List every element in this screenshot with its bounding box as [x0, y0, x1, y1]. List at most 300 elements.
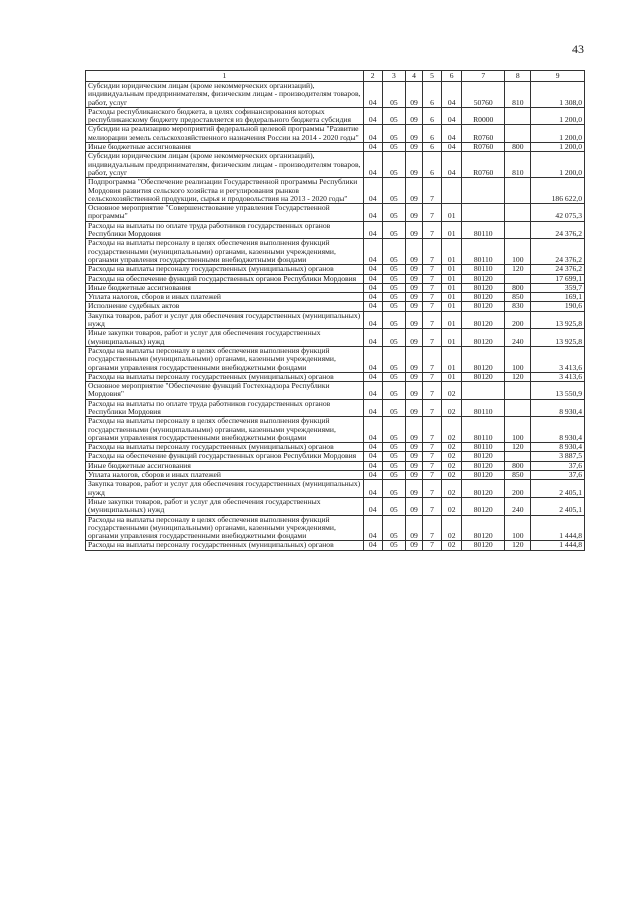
cell-subprogram-code: 7	[422, 515, 442, 541]
cell-activity: 01	[442, 311, 462, 329]
table-row	[86, 293, 585, 302]
cell-direction: 80110	[462, 417, 505, 443]
cell-subprogram-code: 7	[422, 480, 442, 498]
cell-direction: 80120	[462, 283, 505, 292]
column-header: 9	[531, 71, 585, 82]
cell-amount: 3 413,6	[531, 372, 585, 381]
cell-program: 05	[382, 461, 406, 470]
cell-program: 05	[382, 311, 406, 329]
cell-subprogram: 09	[406, 346, 423, 372]
cell-section: 04	[363, 497, 382, 515]
table-row	[86, 239, 585, 265]
table-row	[86, 515, 585, 541]
cell-subprogram-code: 7	[422, 452, 442, 461]
cell-expense-type: 800	[505, 461, 531, 470]
cell-amount: 24 376,2	[531, 221, 585, 239]
column-header: 8	[505, 71, 531, 82]
cell-section: 04	[363, 143, 382, 152]
cell-amount: 24 376,2	[531, 265, 585, 274]
cell-program: 05	[382, 382, 406, 400]
cell-activity: 04	[442, 152, 462, 178]
cell-program: 05	[382, 125, 406, 143]
cell-subprogram: 09	[406, 452, 423, 461]
cell-direction: 50760	[462, 82, 505, 108]
cell-expense-type: 240	[505, 329, 531, 347]
cell-section: 04	[363, 443, 382, 452]
cell-subprogram-code: 7	[422, 329, 442, 347]
cell-subprogram-code: 7	[422, 372, 442, 381]
cell-subprogram: 09	[406, 329, 423, 347]
table-row	[86, 204, 585, 222]
cell-subprogram: 09	[406, 311, 423, 329]
cell-amount: 359,7	[531, 283, 585, 292]
table-row	[86, 399, 585, 417]
table-row	[86, 497, 585, 515]
cell-activity: 01	[442, 283, 462, 292]
cell-amount: 1 444,8	[531, 515, 585, 541]
row-name: Субсидии юридическим лицам (кроме некоммерческих организаций), индивидуальным предпринимателям, физическим лицам - производителям товаров, работ, услуг	[86, 82, 364, 108]
cell-direction: 80120	[462, 471, 505, 480]
cell-direction: R0760	[462, 125, 505, 143]
table-row	[86, 382, 585, 400]
row-name: Расходы на выплаты персоналу в целях обеспечения выполнения функций государственными (муниципальными) органами, казенными учреждениями, органами управления государственными внебюджетными фондами	[86, 239, 364, 265]
cell-subprogram: 09	[406, 152, 423, 178]
table-row	[86, 480, 585, 498]
row-name: Исполнение судебных актов	[86, 302, 364, 311]
cell-activity: 02	[442, 417, 462, 443]
cell-section: 04	[363, 311, 382, 329]
table-row	[86, 443, 585, 452]
cell-subprogram-code: 6	[422, 82, 442, 108]
table-row	[86, 265, 585, 274]
cell-amount: 13 550,9	[531, 382, 585, 400]
row-name: Расходы на обеспечение функций государственных органов Республики Мордовия	[86, 452, 364, 461]
row-name: Расходы на выплаты персоналу в целях обеспечения выполнения функций государственными (муниципальными) органами, казенными учреждениями, органами управления государственными внебюджетными фондами	[86, 417, 364, 443]
row-name: Уплата налогов, сборов и иных платежей	[86, 293, 364, 302]
cell-activity: 01	[442, 239, 462, 265]
cell-activity: 01	[442, 329, 462, 347]
cell-expense-type	[505, 452, 531, 461]
cell-program: 05	[382, 82, 406, 108]
cell-activity	[442, 178, 462, 204]
cell-program: 05	[382, 204, 406, 222]
cell-subprogram-code: 6	[422, 107, 442, 125]
cell-section: 04	[363, 125, 382, 143]
cell-subprogram: 09	[406, 480, 423, 498]
row-name: Расходы на выплаты по оплате труда работников государственных органов Республики Мордовия	[86, 399, 364, 417]
cell-expense-type	[505, 274, 531, 283]
cell-direction: R0760	[462, 143, 505, 152]
cell-subprogram-code: 6	[422, 152, 442, 178]
cell-subprogram: 09	[406, 283, 423, 292]
cell-direction: 80110	[462, 265, 505, 274]
cell-expense-type: 200	[505, 480, 531, 498]
column-header: 2	[363, 71, 382, 82]
cell-section: 04	[363, 541, 382, 550]
cell-activity: 02	[442, 497, 462, 515]
cell-subprogram: 09	[406, 461, 423, 470]
row-name: Расходы на выплаты персоналу государственных (муниципальных) органов	[86, 541, 364, 550]
cell-amount: 37,6	[531, 471, 585, 480]
cell-subprogram-code: 7	[422, 274, 442, 283]
cell-direction: 80120	[462, 311, 505, 329]
cell-expense-type: 120	[505, 541, 531, 550]
cell-section: 04	[363, 265, 382, 274]
cell-section: 04	[363, 417, 382, 443]
cell-activity: 02	[442, 382, 462, 400]
row-name: Расходы республиканского бюджета, в целях софинансирования которых республиканскому бюджету предоставляется из федерального бюджета субсидия	[86, 107, 364, 125]
cell-subprogram-code: 7	[422, 293, 442, 302]
cell-direction	[462, 204, 505, 222]
cell-expense-type	[505, 399, 531, 417]
cell-subprogram-code: 7	[422, 265, 442, 274]
cell-expense-type: 100	[505, 515, 531, 541]
cell-subprogram: 09	[406, 274, 423, 283]
column-header: 4	[406, 71, 423, 82]
cell-subprogram: 09	[406, 417, 423, 443]
cell-amount: 2 405,1	[531, 497, 585, 515]
cell-subprogram: 09	[406, 125, 423, 143]
column-header: 3	[382, 71, 406, 82]
row-name: Расходы на выплаты персоналу в целях обеспечения выполнения функций государственными (муниципальными) органами, казенными учреждениями, органами управления государственными внебюджетными фондами	[86, 515, 364, 541]
table-row	[86, 125, 585, 143]
cell-expense-type	[505, 125, 531, 143]
cell-program: 05	[382, 239, 406, 265]
cell-activity: 02	[442, 399, 462, 417]
cell-activity: 04	[442, 125, 462, 143]
cell-direction: 80120	[462, 293, 505, 302]
cell-activity: 01	[442, 346, 462, 372]
cell-amount: 24 376,2	[531, 239, 585, 265]
cell-section: 04	[363, 293, 382, 302]
cell-program: 05	[382, 417, 406, 443]
cell-activity: 01	[442, 265, 462, 274]
cell-section: 04	[363, 372, 382, 381]
cell-expense-type	[505, 178, 531, 204]
cell-section: 04	[363, 480, 382, 498]
cell-activity: 02	[442, 541, 462, 550]
cell-subprogram: 09	[406, 382, 423, 400]
cell-expense-type: 120	[505, 443, 531, 452]
cell-subprogram: 09	[406, 541, 423, 550]
cell-direction: 80120	[462, 302, 505, 311]
cell-subprogram: 09	[406, 143, 423, 152]
cell-program: 05	[382, 293, 406, 302]
cell-subprogram: 09	[406, 302, 423, 311]
cell-direction: 80110	[462, 239, 505, 265]
column-header: 6	[442, 71, 462, 82]
cell-amount: 169,1	[531, 293, 585, 302]
cell-expense-type: 810	[505, 82, 531, 108]
row-name: Иные бюджетные ассигнования	[86, 461, 364, 470]
row-name: Расходы на выплаты персоналу государственных (муниципальных) органов	[86, 265, 364, 274]
column-header: 1	[86, 71, 364, 82]
cell-expense-type: 850	[505, 293, 531, 302]
cell-subprogram-code: 7	[422, 346, 442, 372]
cell-program: 05	[382, 452, 406, 461]
table-row	[86, 372, 585, 381]
cell-expense-type: 240	[505, 497, 531, 515]
row-name: Субсидии на реализацию мероприятий федеральной целевой программы "Развитие мелиорации земель сельскохозяйственного назначения России на 2014 - 2020 годы"	[86, 125, 364, 143]
table-row	[86, 329, 585, 347]
cell-activity: 04	[442, 107, 462, 125]
table-row	[86, 471, 585, 480]
cell-amount: 8 930,4	[531, 417, 585, 443]
cell-section: 04	[363, 152, 382, 178]
row-name: Расходы на обеспечение функций государственных органов Республики Мордовия	[86, 274, 364, 283]
cell-direction: 80120	[462, 515, 505, 541]
cell-amount: 190,6	[531, 302, 585, 311]
cell-expense-type	[505, 107, 531, 125]
cell-direction: R0760	[462, 152, 505, 178]
cell-subprogram-code: 6	[422, 143, 442, 152]
budget-table	[85, 70, 585, 551]
cell-section: 04	[363, 283, 382, 292]
cell-subprogram: 09	[406, 515, 423, 541]
cell-program: 05	[382, 221, 406, 239]
cell-amount: 1 200,0	[531, 143, 585, 152]
row-name: Расходы на выплаты по оплате труда работников государственных органов Республики Мордовия	[86, 221, 364, 239]
cell-activity: 01	[442, 274, 462, 283]
cell-program: 05	[382, 143, 406, 152]
cell-amount: 1 200,0	[531, 152, 585, 178]
cell-program: 05	[382, 107, 406, 125]
cell-direction	[462, 178, 505, 204]
table-row	[86, 417, 585, 443]
table-row	[86, 178, 585, 204]
cell-subprogram-code: 7	[422, 239, 442, 265]
table-row	[86, 82, 585, 108]
cell-activity: 01	[442, 372, 462, 381]
row-name: Расходы на выплаты персоналу государственных (муниципальных) органов	[86, 443, 364, 452]
cell-amount: 3 413,6	[531, 346, 585, 372]
cell-expense-type: 200	[505, 311, 531, 329]
cell-amount: 3 887,5	[531, 452, 585, 461]
cell-direction: 80120	[462, 541, 505, 550]
cell-program: 05	[382, 515, 406, 541]
cell-direction: 80120	[462, 452, 505, 461]
cell-subprogram-code: 7	[422, 302, 442, 311]
cell-amount: 1 200,0	[531, 125, 585, 143]
cell-amount: 2 405,1	[531, 480, 585, 498]
cell-subprogram: 09	[406, 204, 423, 222]
cell-section: 04	[363, 471, 382, 480]
cell-subprogram: 09	[406, 399, 423, 417]
cell-direction: 80120	[462, 497, 505, 515]
cell-direction: R0000	[462, 107, 505, 125]
cell-program: 05	[382, 372, 406, 381]
cell-section: 04	[363, 452, 382, 461]
cell-activity: 02	[442, 452, 462, 461]
cell-amount: 42 075,3	[531, 204, 585, 222]
cell-activity: 02	[442, 471, 462, 480]
cell-subprogram: 09	[406, 178, 423, 204]
cell-section: 04	[363, 107, 382, 125]
table-row	[86, 283, 585, 292]
cell-program: 05	[382, 302, 406, 311]
cell-amount: 13 925,8	[531, 311, 585, 329]
table-row	[86, 152, 585, 178]
cell-subprogram-code: 7	[422, 283, 442, 292]
cell-expense-type: 810	[505, 152, 531, 178]
cell-subprogram: 09	[406, 443, 423, 452]
row-name: Основное мероприятие "Обеспечение функций Гостехнадзора Республики Мордовия"	[86, 382, 364, 400]
row-name: Подпрограмма "Обеспечение реализации Государственной программы Республики Мордовия развития сельского хозяйства и регулирования рынков сельскохозяйственной продукции, сырья и продовольствия на 2013 - 2020 годы"	[86, 178, 364, 204]
cell-subprogram: 09	[406, 372, 423, 381]
cell-subprogram-code: 7	[422, 399, 442, 417]
cell-section: 04	[363, 239, 382, 265]
cell-amount: 8 930,4	[531, 399, 585, 417]
cell-section: 04	[363, 515, 382, 541]
cell-activity: 04	[442, 82, 462, 108]
row-name: Иные бюджетные ассигнования	[86, 143, 364, 152]
cell-direction: 80110	[462, 221, 505, 239]
cell-subprogram: 09	[406, 239, 423, 265]
cell-expense-type: 830	[505, 302, 531, 311]
table-row	[86, 541, 585, 550]
cell-subprogram: 09	[406, 82, 423, 108]
cell-expense-type: 120	[505, 372, 531, 381]
cell-subprogram-code: 7	[422, 541, 442, 550]
cell-program: 05	[382, 346, 406, 372]
cell-direction: 80120	[462, 329, 505, 347]
table-row	[86, 346, 585, 372]
cell-subprogram: 09	[406, 265, 423, 274]
cell-subprogram-code: 7	[422, 311, 442, 329]
cell-direction: 80120	[462, 461, 505, 470]
cell-direction: 80120	[462, 372, 505, 381]
cell-amount: 37,6	[531, 461, 585, 470]
row-name: Иные закупки товаров, работ и услуг для обеспечения государственных (муниципальных) нужд	[86, 497, 364, 515]
cell-expense-type: 100	[505, 346, 531, 372]
cell-subprogram-code: 7	[422, 204, 442, 222]
cell-program: 05	[382, 329, 406, 347]
table-row	[86, 143, 585, 152]
cell-expense-type: 120	[505, 265, 531, 274]
cell-direction: 80120	[462, 274, 505, 283]
cell-program: 05	[382, 152, 406, 178]
cell-direction: 80110	[462, 399, 505, 417]
cell-subprogram: 09	[406, 471, 423, 480]
cell-subprogram-code: 7	[422, 382, 442, 400]
cell-section: 04	[363, 178, 382, 204]
cell-subprogram-code: 6	[422, 125, 442, 143]
table-row	[86, 274, 585, 283]
cell-subprogram: 09	[406, 497, 423, 515]
cell-activity: 01	[442, 293, 462, 302]
cell-section: 04	[363, 382, 382, 400]
cell-section: 04	[363, 461, 382, 470]
cell-program: 05	[382, 399, 406, 417]
cell-program: 05	[382, 471, 406, 480]
cell-section: 04	[363, 399, 382, 417]
cell-amount: 1 444,8	[531, 541, 585, 550]
cell-amount: 1 200,0	[531, 107, 585, 125]
cell-program: 05	[382, 497, 406, 515]
page-number: 43	[572, 42, 584, 56]
cell-expense-type	[505, 382, 531, 400]
row-name: Расходы на выплаты персоналу в целях обеспечения выполнения функций государственными (муниципальными) органами, казенными учреждениями, органами управления государственными внебюджетными фондами	[86, 346, 364, 372]
cell-amount: 13 925,8	[531, 329, 585, 347]
cell-subprogram-code: 7	[422, 417, 442, 443]
cell-subprogram-code: 7	[422, 221, 442, 239]
cell-amount: 17 699,1	[531, 274, 585, 283]
cell-amount: 1 308,0	[531, 82, 585, 108]
cell-expense-type	[505, 221, 531, 239]
cell-section: 04	[363, 82, 382, 108]
cell-activity: 04	[442, 143, 462, 152]
cell-amount: 186 622,0	[531, 178, 585, 204]
cell-program: 05	[382, 480, 406, 498]
cell-expense-type: 800	[505, 283, 531, 292]
cell-section: 04	[363, 329, 382, 347]
cell-subprogram: 09	[406, 107, 423, 125]
cell-subprogram-code: 7	[422, 461, 442, 470]
row-name: Закупка товаров, работ и услуг для обеспечения государственных (муниципальных) нужд	[86, 480, 364, 498]
column-header: 7	[462, 71, 505, 82]
cell-subprogram: 09	[406, 293, 423, 302]
table-row	[86, 461, 585, 470]
row-name: Иные бюджетные ассигнования	[86, 283, 364, 292]
cell-amount: 8 930,4	[531, 443, 585, 452]
cell-section: 04	[363, 346, 382, 372]
cell-program: 05	[382, 265, 406, 274]
row-name: Расходы на выплаты персоналу государственных (муниципальных) органов	[86, 372, 364, 381]
cell-direction	[462, 382, 505, 400]
row-name: Закупка товаров, работ и услуг для обеспечения государственных (муниципальных) нужд	[86, 311, 364, 329]
cell-expense-type: 800	[505, 143, 531, 152]
column-header: 5	[422, 71, 442, 82]
cell-program: 05	[382, 443, 406, 452]
row-name: Иные закупки товаров, работ и услуг для обеспечения государственных (муниципальных) нужд	[86, 329, 364, 347]
cell-program: 05	[382, 283, 406, 292]
cell-program: 05	[382, 274, 406, 283]
cell-subprogram: 09	[406, 221, 423, 239]
cell-activity: 02	[442, 515, 462, 541]
cell-activity: 01	[442, 221, 462, 239]
cell-activity: 01	[442, 204, 462, 222]
cell-activity: 01	[442, 302, 462, 311]
cell-section: 04	[363, 274, 382, 283]
row-name: Основное мероприятие "Совершенствование управления Государственной программы"	[86, 204, 364, 222]
cell-direction: 80110	[462, 443, 505, 452]
cell-activity: 02	[442, 480, 462, 498]
table-row	[86, 311, 585, 329]
cell-direction: 80120	[462, 480, 505, 498]
table-row	[86, 221, 585, 239]
cell-subprogram-code: 7	[422, 471, 442, 480]
cell-activity: 02	[442, 461, 462, 470]
table-row	[86, 452, 585, 461]
cell-subprogram-code: 7	[422, 497, 442, 515]
cell-section: 04	[363, 302, 382, 311]
cell-expense-type: 100	[505, 417, 531, 443]
header-row	[86, 71, 585, 82]
cell-activity: 02	[442, 443, 462, 452]
cell-subprogram-code: 7	[422, 178, 442, 204]
cell-direction: 80120	[462, 346, 505, 372]
table-row	[86, 107, 585, 125]
cell-subprogram-code: 7	[422, 443, 442, 452]
cell-expense-type	[505, 204, 531, 222]
row-name: Субсидии юридическим лицам (кроме некоммерческих организаций), индивидуальным предпринимателям, физическим лицам - производителям товаров, работ, услуг	[86, 152, 364, 178]
cell-program: 05	[382, 178, 406, 204]
cell-section: 04	[363, 221, 382, 239]
table-row	[86, 302, 585, 311]
row-name: Уплата налогов, сборов и иных платежей	[86, 471, 364, 480]
cell-section: 04	[363, 204, 382, 222]
cell-expense-type: 850	[505, 471, 531, 480]
